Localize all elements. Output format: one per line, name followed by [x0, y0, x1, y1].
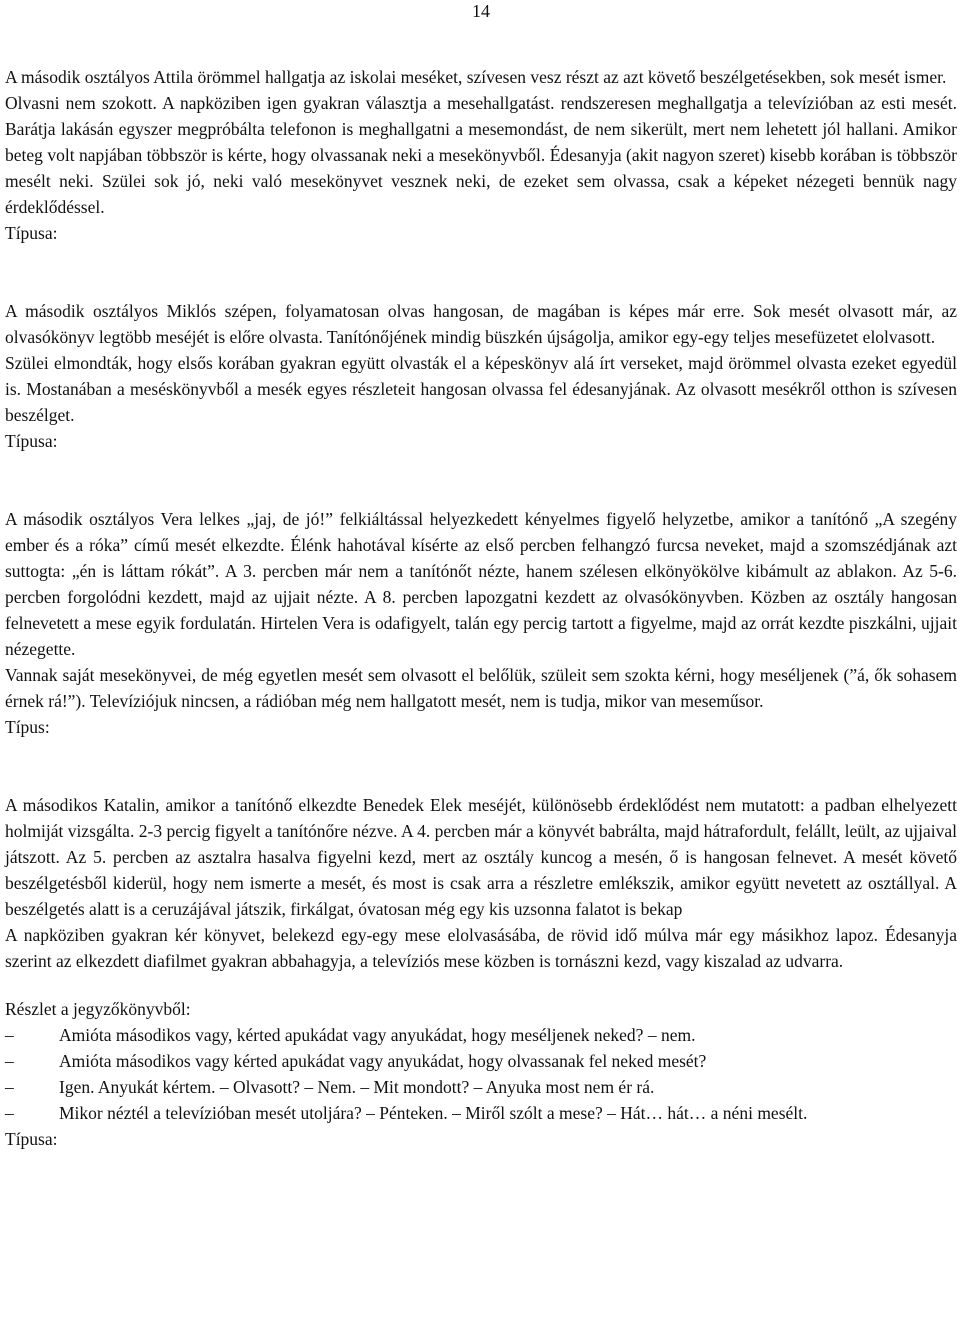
- dialogue-line: – Igen. Anyukát kértem. – Olvasott? – Nem. – Mit mondott? – Anyuka most nem ér rá.: [5, 1074, 957, 1100]
- paragraph: A második osztályos Attila örömmel hallgatja az iskolai meséket, szívesen vesz részt az azt követő beszélgetésekben, sok mesét ismer.: [5, 67, 947, 87]
- case-vera: [5, 506, 957, 740]
- type-label: Típusa:: [5, 223, 58, 243]
- spacer: [5, 974, 957, 996]
- case-katalin: [5, 792, 957, 1152]
- document-body: [5, 64, 957, 1152]
- type-label: Típus:: [5, 717, 50, 737]
- dialogue-line: – Mikor néztél a televízióban mesét utoljára? – Pénteken. – Miről szólt a mese? – Hát… hát… a néni mesélt.: [5, 1100, 957, 1126]
- paragraph: Vannak saját mesekönyvei, de még egyetlen mesét sem olvasott el belőlük, szüleit sem szokta kérni, hogy meséljenek (”á, ők sohasem érnek rá!”). Televíziójuk nincsen, a rádióban még nem hallgatott mesét, nem is tudja, mikor van meseműsor.: [5, 665, 957, 711]
- case-miklos: [5, 298, 957, 454]
- paragraph: A másodikos Katalin, amikor a tanítónő elkezdte Benedek Elek meséjét, különösebb érdeklődést nem mutatott: a padban elhelyezett holmiját vizsgálta. 2-3 percig figyelt a tanítónőre nézve. A 4. percben már a könyvét babrálta, majd hátrafordult, felállt, leült, az ujjaival játszott. Az 5. percben az asztalra hasalva figyelni kezd, mert az osztály kuncog a mesén, ő is hangosan felnevet. A mesét követő beszélgetésből kiderül, hogy nem ismerte a mesét, és most is csak arra a részletre emlékszik, amikor együtt nevetett az osztállyal. A beszélgetés alatt is a ceruzájával játszik, firkálgat, óvatosan még egy kis uzsonna falatot is bekap: [5, 795, 957, 919]
- blank-answer-space: [5, 246, 957, 298]
- blank-answer-space: [5, 454, 957, 506]
- dialogue-line: – Amióta másodikos vagy kérted apukádat vagy anyukádat, hogy olvassanak fel neked mesét?: [5, 1048, 957, 1074]
- case-attila: [5, 64, 957, 246]
- paragraph: A második osztályos Miklós szépen, folyamatosan olvas hangosan, de magában is képes már erre. Sok mesét olvasott már, az olvasókönyv legtöbb meséjét is előre olvasta. Tanítónőjének mindig büszkén újságolja, amikor egy-egy teljes mesefüzetet elolvasott.: [5, 301, 957, 347]
- page-number: 14: [472, 1, 490, 21]
- paragraph: Szülei elmondták, hogy elsős korában gyakran együtt olvasták el a képeskönyv alá írt verseket, majd örömmel olvasta ezeket egyedül is. Mostanában a meséskönyvből a mesék egyes részleteit hangosan olvassa fel édesanyjának. Az olvasott mesékről otthon is szívesen beszélget.: [5, 353, 957, 425]
- paragraph: A második osztályos Vera lelkes „jaj, de jó!” felkiáltással helyezkedett kényelmes figyelő helyzetbe, amikor a tanítónő „A szegény ember és a róka” című mesét elkezdte. Élénk hahotával kísérte az első percben felhangzó furcsa neveket, majd a szomszédjának azt suttogta: „én is láttam rókát”. A 3. percben már nem a tanítónőt nézte, hanem szélesen elkönyökölve kibámult az ablakon. Az 5-6. percben forgolódni kezdett, majd az ujjait nézte. A 8. percben lapozgatni kezdett az olvasókönyvben. Közben az osztály hangosan felnevetett a mese egyik fordulatán. Hirtelen Vera is odafigyelt, talán egy percig tartott a figyelme, majd az orrát kezdte piszkálni, ujjait nézegette.: [5, 509, 957, 659]
- paragraph: Olvasni nem szokott. A napköziben igen gyakran választja a mesehallgatást. rendszeresen meghallgatja a televízióban az esti mesét. Barátja lakásán egyszer megpróbálta telefonon is meghallgatni a mesemondást, de nem sikerült, mert nem lehetett jól hallani. Amikor beteg volt napjában többször is kérte, hogy olvassanak neki a mesekönyvből. Édesanyja (akit nagyon szeret) kisebb korában is többször mesélt neki. Szülei sok jó, neki való mesekönyvet vesznek neki, de ezeket sem olvassa, csak a képeket nézegeti bennük nagy érdeklődéssel.: [5, 93, 957, 217]
- type-label: Típusa:: [5, 431, 58, 451]
- dialogue-list: [5, 1022, 957, 1126]
- type-label: Típusa:: [5, 1129, 58, 1149]
- excerpt-heading: Részlet a jegyzőkönyvből:: [5, 999, 191, 1019]
- paragraph: A napköziben gyakran kér könyvet, belekezd egy-egy mese elolvasásába, de rövid idő múlva már egy másikhoz lapoz. Édesanyja szerint az elkezdett diafilmet gyakran abbahagyja, a televíziós mese közben is tornászni kezd, vagy kiszalad az udvarra.: [5, 925, 957, 971]
- dialogue-line: – Amióta másodikos vagy, kérted apukádat vagy anyukádat, hogy meséljenek neked? – nem.: [5, 1022, 957, 1048]
- blank-answer-space: [5, 740, 957, 792]
